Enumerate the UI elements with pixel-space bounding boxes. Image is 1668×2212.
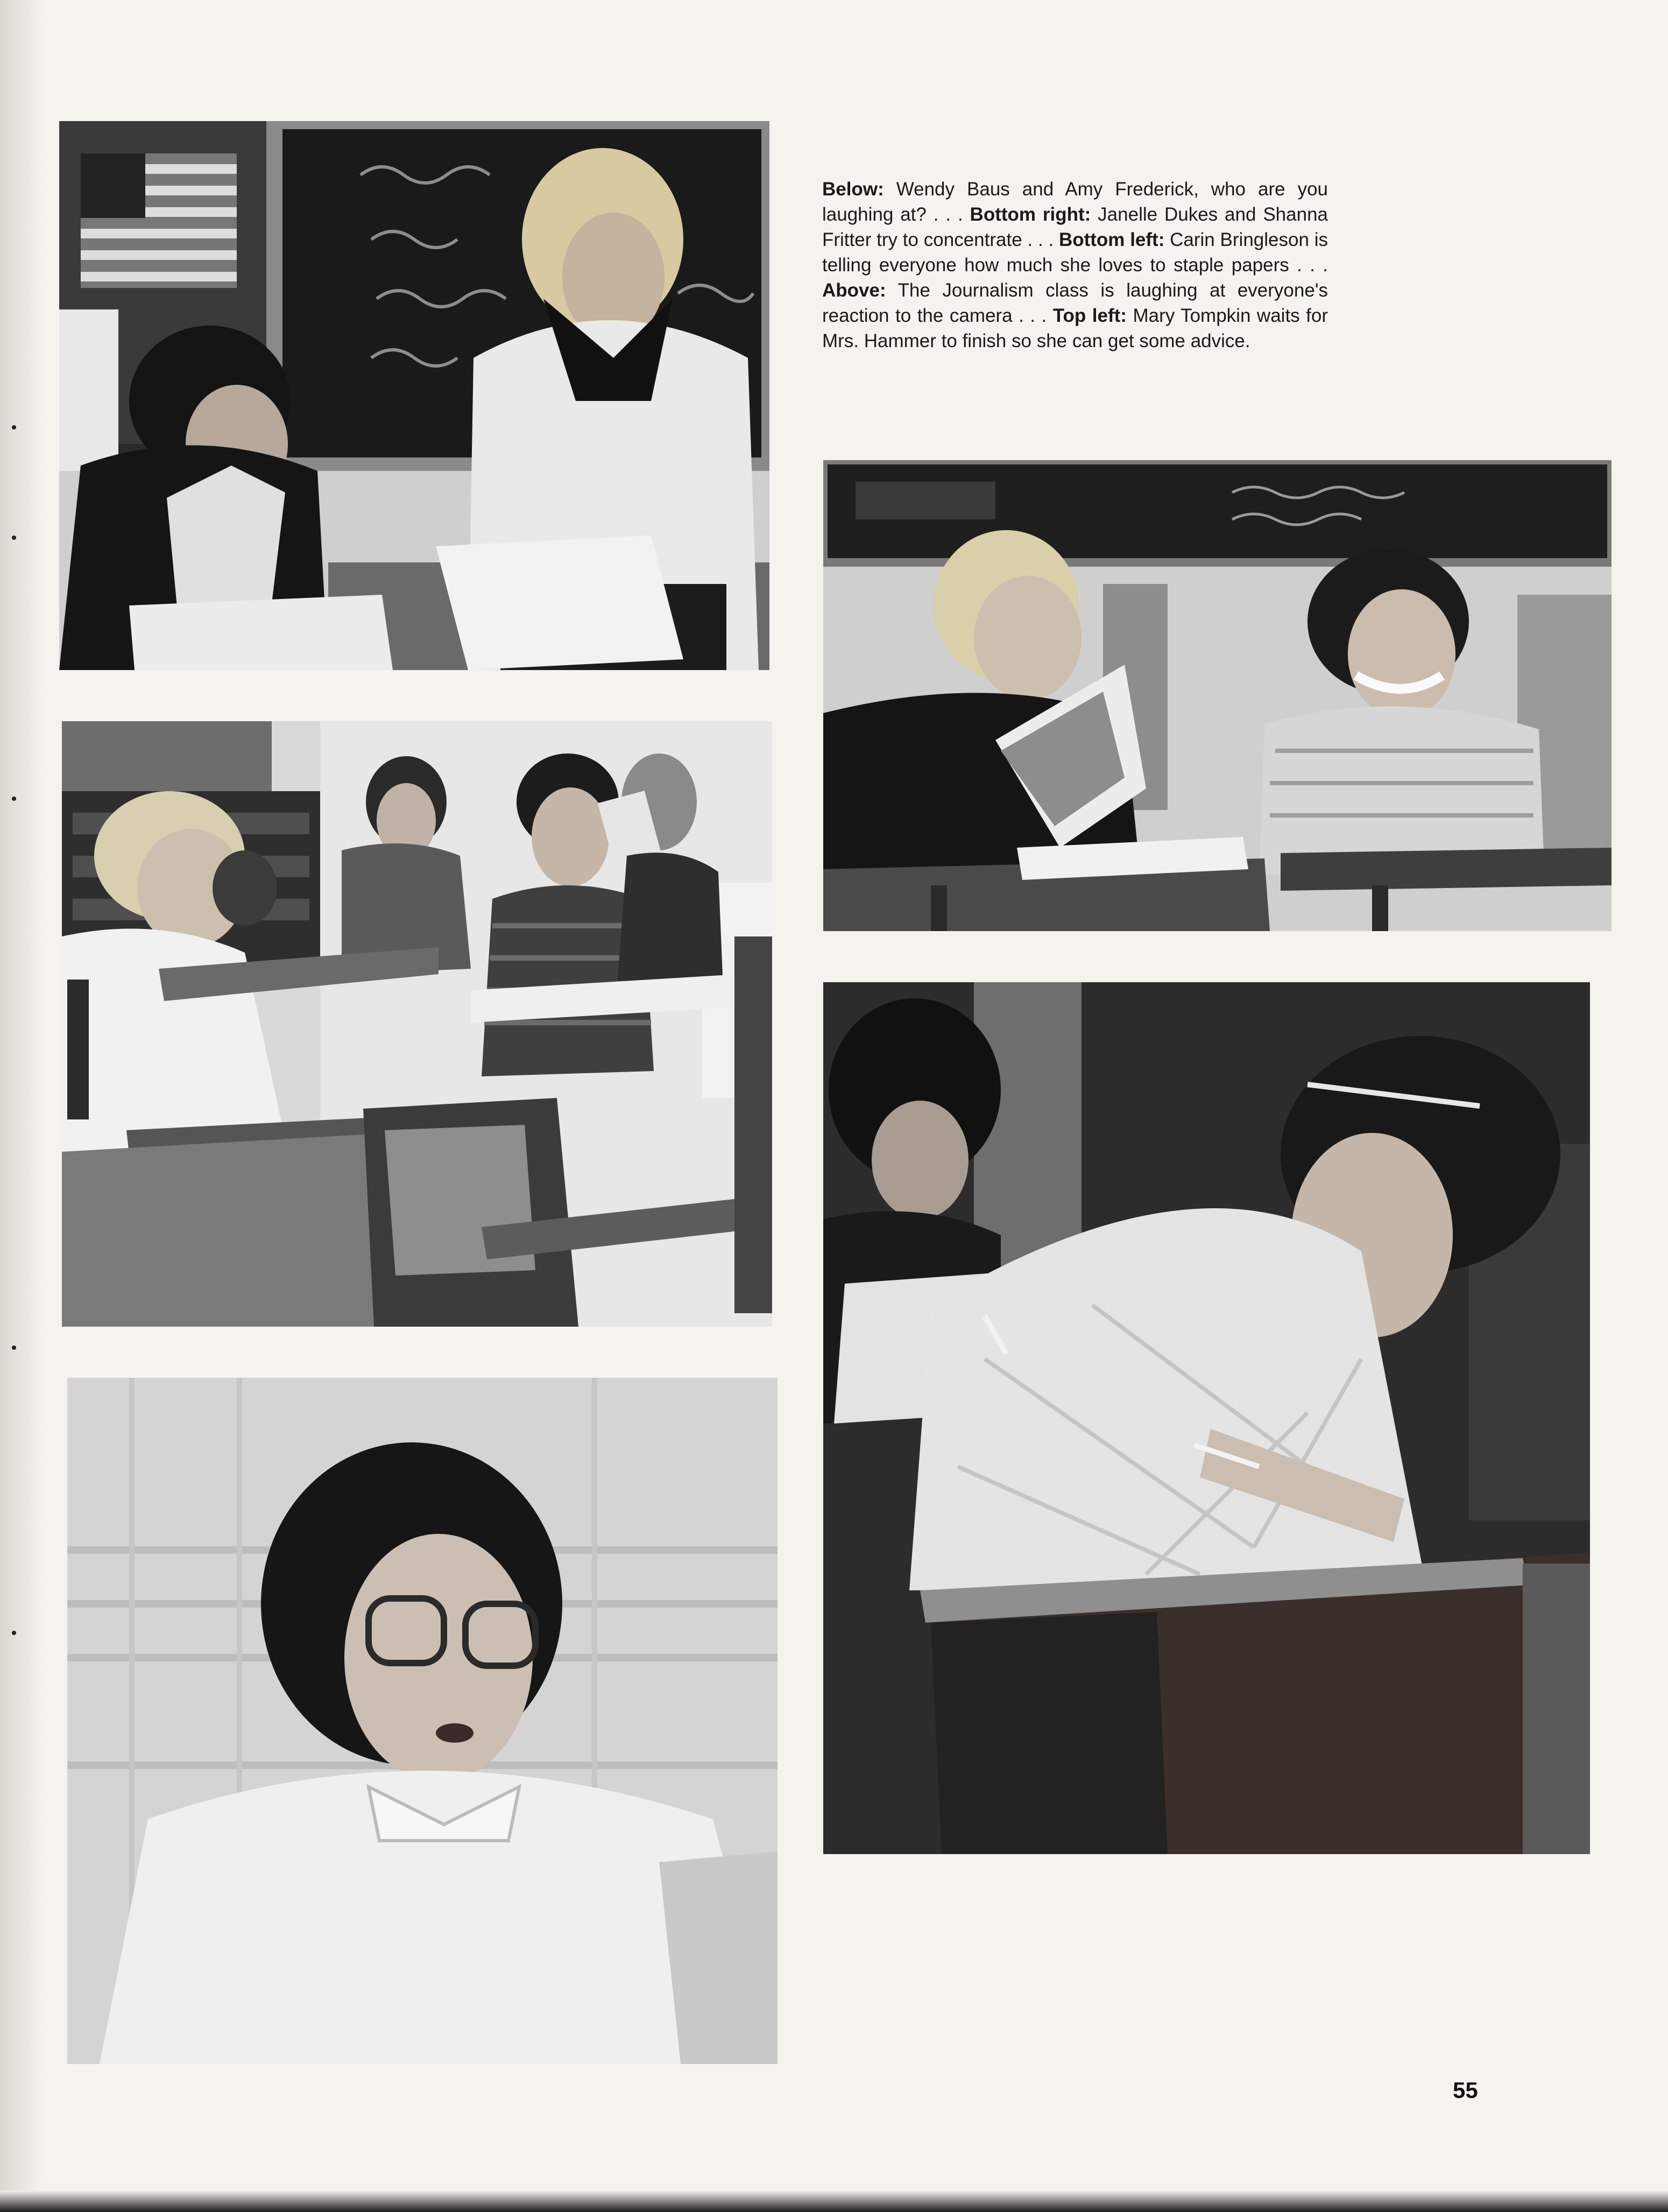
caption-label-top-left: Top left: [1052, 305, 1127, 326]
page-edge-shadow [0, 0, 43, 2212]
caption-label-above: Above: [822, 280, 886, 301]
margin-dot [12, 1631, 16, 1635]
margin-dot [12, 1345, 16, 1350]
photo-middle-left [62, 721, 772, 1327]
margin-dot [12, 536, 16, 540]
photo-caption [822, 177, 1328, 354]
caption-text-top-left: Mary Tompkin waits for Mrs. Hammer to finish so she can get some advice. [822, 305, 1328, 351]
caption-label-bottom-left: Bottom left: [1058, 229, 1165, 250]
caption-label-bottom-right: Bottom right: [970, 204, 1091, 225]
photo-top-left [59, 121, 769, 670]
show-through-text [882, 97, 1646, 183]
margin-dot [12, 797, 16, 801]
caption-label-below: Below: [822, 179, 884, 200]
photo-bottom-left [67, 1378, 778, 2064]
photo-above [823, 460, 1612, 931]
caption-text-bottom-left: Carin Bringleson is telling everyone how much she loves to staple papers . . . [822, 229, 1328, 276]
caption-text-above: The Journalism class is laughing at everyone's reaction to the camera . . . [822, 280, 1328, 326]
page-number: 55 [1453, 2077, 1478, 2103]
caption-text-bottom-right: Janelle Dukes and Shanna Fritter try to concentrate . . . [822, 204, 1328, 250]
photo-bottom-right [823, 982, 1590, 1854]
margin-dot [12, 425, 16, 429]
caption-text-below: Wendy Baus and Amy Frederick, who are you laughing at? . . . [822, 179, 1328, 225]
page-bottom-edge [0, 2190, 1668, 2212]
